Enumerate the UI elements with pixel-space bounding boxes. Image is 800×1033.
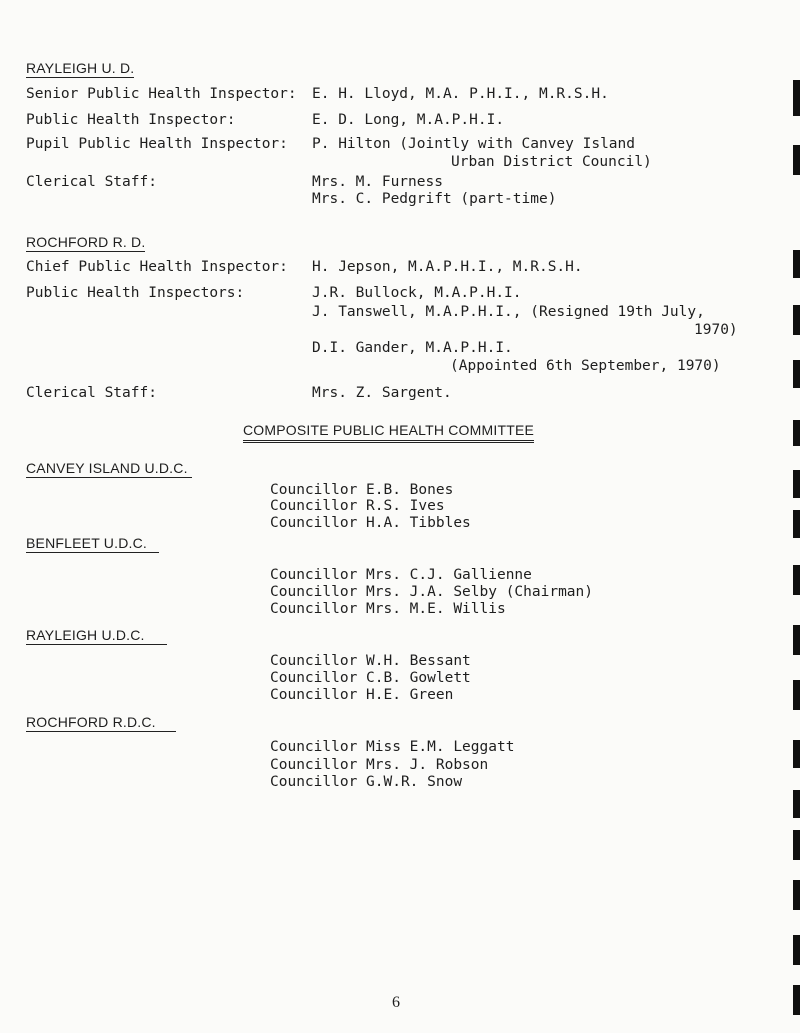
committee-title: COMPOSITE PUBLIC HEALTH COMMITTEE — [243, 422, 534, 443]
scan-edge-mark — [793, 420, 800, 446]
staff-name: J.R. Bullock, M.A.P.H.I. — [312, 285, 522, 301]
scan-edge-mark — [793, 510, 800, 538]
staff-role-label: Public Health Inspector: — [26, 112, 236, 128]
staff-role-label: Chief Public Health Inspector: — [26, 259, 288, 275]
committee-member: Councillor Mrs. M.E. Willis — [270, 601, 506, 617]
staff-name-continued: (Appointed 6th September, 1970) — [450, 358, 721, 374]
scan-edge-mark — [793, 80, 800, 116]
staff-name: Mrs. M. Furness — [312, 174, 443, 190]
scan-edge-mark — [793, 250, 800, 278]
staff-name: J. Tanswell, M.A.P.H.I., (Resigned 19th July, — [312, 304, 705, 320]
committee-member: Councillor C.B. Gowlett — [270, 670, 471, 686]
scan-edge-mark — [793, 360, 800, 388]
staff-role-label: Pupil Public Health Inspector: — [26, 136, 288, 152]
scan-edge-mark — [793, 740, 800, 768]
committee-member: Councillor Mrs. C.J. Gallienne — [270, 567, 532, 583]
staff-role-label: Clerical Staff: — [26, 174, 157, 190]
scan-edge-mark — [793, 985, 800, 1015]
committee-member: Councillor Miss E.M. Leggatt — [270, 739, 515, 755]
committee-group-heading: RAYLEIGH U.D.C. — [26, 627, 167, 645]
committee-member: Councillor G.W.R. Snow — [270, 774, 463, 790]
scan-edge-mark — [793, 680, 800, 710]
section-heading-rochford-rd: ROCHFORD R. D. — [26, 234, 146, 250]
scan-edge-mark — [793, 145, 800, 175]
staff-name-continued: Urban District Council) — [451, 154, 652, 170]
page-number: 6 — [392, 994, 400, 1011]
committee-group-heading: ROCHFORD R.D.C. — [26, 714, 176, 732]
committee-group-heading: CANVEY ISLAND U.D.C. — [26, 460, 192, 478]
committee-member: Councillor H.A. Tibbles — [270, 515, 471, 531]
committee-group-heading: BENFLEET U.D.C. — [26, 535, 159, 553]
scan-edge-mark — [793, 790, 800, 818]
staff-name: P. Hilton (Jointly with Canvey Island — [312, 136, 636, 152]
section-heading-rayleigh-ud: RAYLEIGH U. D. — [26, 60, 135, 76]
scan-edge-mark — [793, 625, 800, 655]
scan-edge-mark — [793, 830, 800, 860]
staff-name: Mrs. C. Pedgrift (part-time) — [312, 191, 557, 207]
staff-role-label: Public Health Inspectors: — [26, 285, 245, 301]
staff-name: H. Jepson, M.A.P.H.I., M.R.S.H. — [312, 259, 583, 275]
scan-edge-mark — [793, 305, 800, 335]
committee-member: Councillor R.S. Ives — [270, 498, 445, 514]
staff-name: E. D. Long, M.A.P.H.I. — [312, 112, 505, 128]
staff-name: Mrs. Z. Sargent. — [312, 385, 452, 401]
scan-edge-mark — [793, 565, 800, 595]
committee-member: Councillor H.E. Green — [270, 687, 454, 703]
staff-name-continued: 1970) — [694, 322, 738, 338]
scan-edge-mark — [793, 470, 800, 498]
scan-edge-mark — [793, 935, 800, 965]
scan-edge-mark — [793, 880, 800, 910]
committee-member: Councillor E.B. Bones — [270, 482, 454, 498]
staff-name: E. H. Lloyd, M.A. P.H.I., M.R.S.H. — [312, 86, 609, 102]
staff-role-label: Clerical Staff: — [26, 385, 157, 401]
committee-member: Councillor Mrs. J. Robson — [270, 757, 489, 773]
committee-member: Councillor W.H. Bessant — [270, 653, 471, 669]
staff-role-label: Senior Public Health Inspector: — [26, 86, 297, 102]
committee-member: Councillor Mrs. J.A. Selby (Chairman) — [270, 584, 594, 600]
staff-name: D.I. Gander, M.A.P.H.I. — [312, 340, 513, 356]
